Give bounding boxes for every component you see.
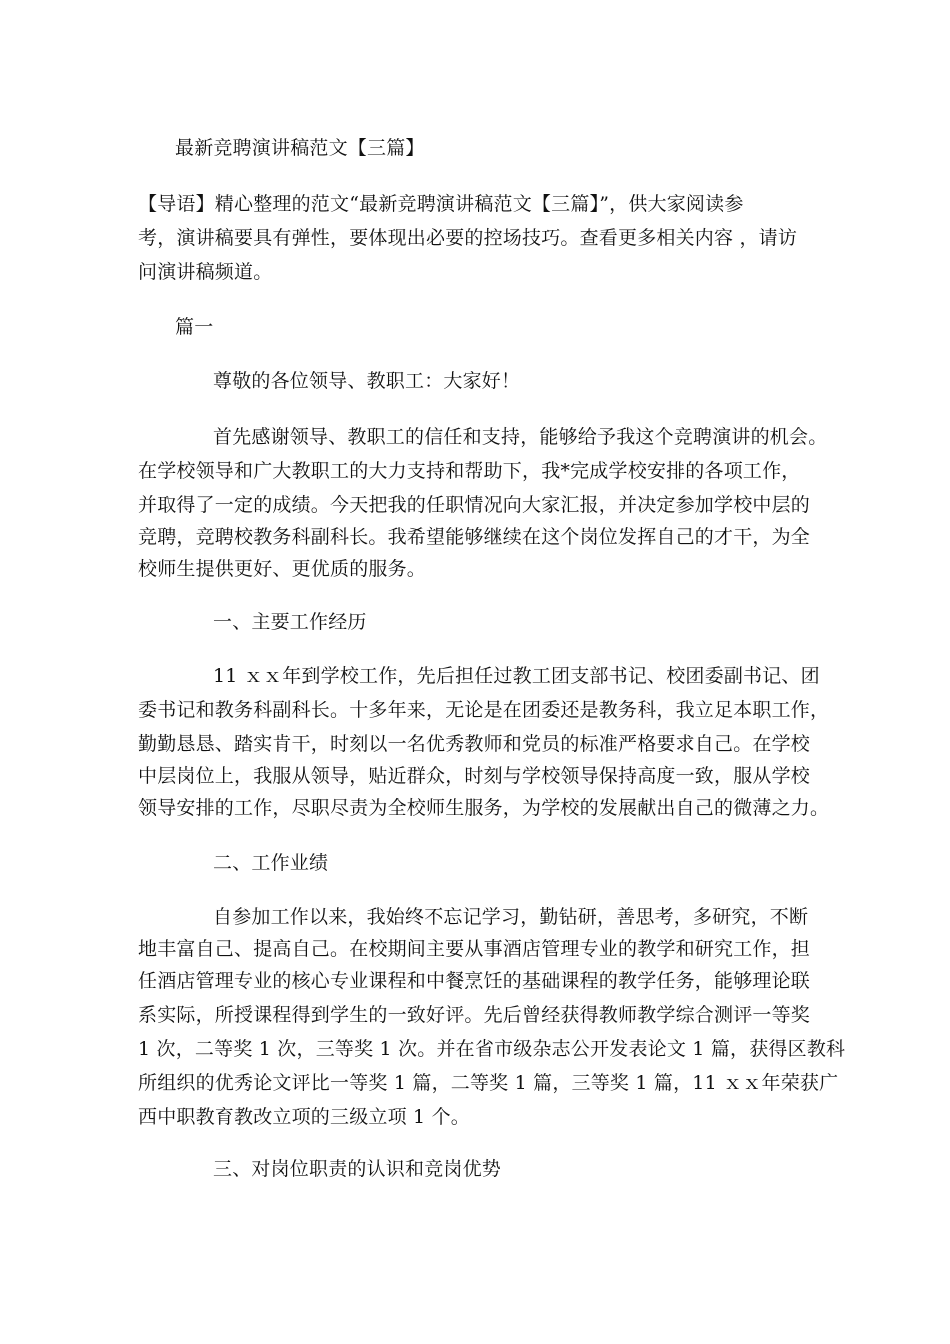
paragraph-line: 竞聘，竞聘校教务科副科长。我希望能够继续在这个岗位发挥自己的才干，为全 — [138, 526, 811, 548]
paragraph-line: 校师生提供更好、更优质的服务。 — [138, 558, 427, 580]
paragraph-line: 领导安排的工作，尽职尽责为全校师生服务，为学校的发展献出自己的微薄之力。 — [138, 797, 830, 819]
paragraph-line: 委书记和教务科副科长。十多年来，无论是在团委还是教务科，我立足本职工作， — [138, 699, 830, 721]
section-heading: 三、对岗位职责的认识和竞岗优势 — [213, 1158, 502, 1180]
paragraph-line: 自参加工作以来，我始终不忘记学习，勤钻研，善思考，多研究，不断 — [213, 906, 809, 928]
paragraph-line: 任酒店管理专业的核心专业课程和中餐烹饪的基础课程的教学任务，能够理论联 — [138, 970, 811, 992]
greeting: 尊敬的各位领导、教职工：大家好！ — [213, 370, 521, 392]
paragraph-line: 地丰富自己、提高自己。在校期间主要从事酒店管理专业的教学和研究工作，担 — [138, 938, 811, 960]
paragraph-line: 勤勤恳恳、踏实肯干，时刻以一名优秀教师和党员的标准严格要求自己。在学校 — [138, 733, 811, 755]
document-title: 最新竞聘演讲稿范文【三篇】 — [175, 137, 425, 159]
paragraph-line: 在学校领导和广大教职工的大力支持和帮助下，我*完成学校安排的各项工作， — [138, 460, 801, 482]
intro-line: 考，演讲稿要具有弹性，要体现出必要的控场技巧。查看更多相关内容 ，请访 — [138, 227, 798, 249]
paragraph-line: 首先感谢领导、教职工的信任和支持，能够给予我这个竞聘演讲的机会。 — [213, 426, 828, 448]
paragraph-line: 系实际，所授课程得到学生的一致好评。先后曾经获得教师教学综合测评一等奖 — [138, 1004, 811, 1026]
part-label: 篇一 — [175, 316, 214, 338]
paragraph-line: 西中职教育教改立项的三级立项 1 个。 — [138, 1106, 470, 1128]
paragraph-line: 1 次，二等奖 1 次，三等奖 1 次。并在省市级杂志公开发表论文 1 篇，获得区教科 — [138, 1038, 846, 1060]
section-heading: 一、主要工作经历 — [213, 611, 367, 633]
paragraph-line: 所组织的优秀论文评比一等奖 1 篇，二等奖 1 篇，三等奖 1 篇，11 ｘｘ年荣获广 — [138, 1072, 839, 1094]
paragraph-line: 并取得了一定的成绩。今天把我的任职情况向大家汇报，并决定参加学校中层的 — [138, 494, 811, 516]
section-heading: 二、工作业绩 — [213, 852, 329, 874]
paragraph-line: 中层岗位上，我服从领导，贴近群众，时刻与学校领导保持高度一致，服从学校 — [138, 765, 811, 787]
intro-line: 问演讲稿频道。 — [138, 261, 273, 283]
paragraph-line: 11 ｘｘ年到学校工作，先后担任过教工团支部书记、校团委副书记、团 — [213, 665, 820, 687]
intro-line: 【导语】精心整理的范文“最新竞聘演讲稿范文【三篇】”，供大家阅读参 — [138, 193, 744, 215]
